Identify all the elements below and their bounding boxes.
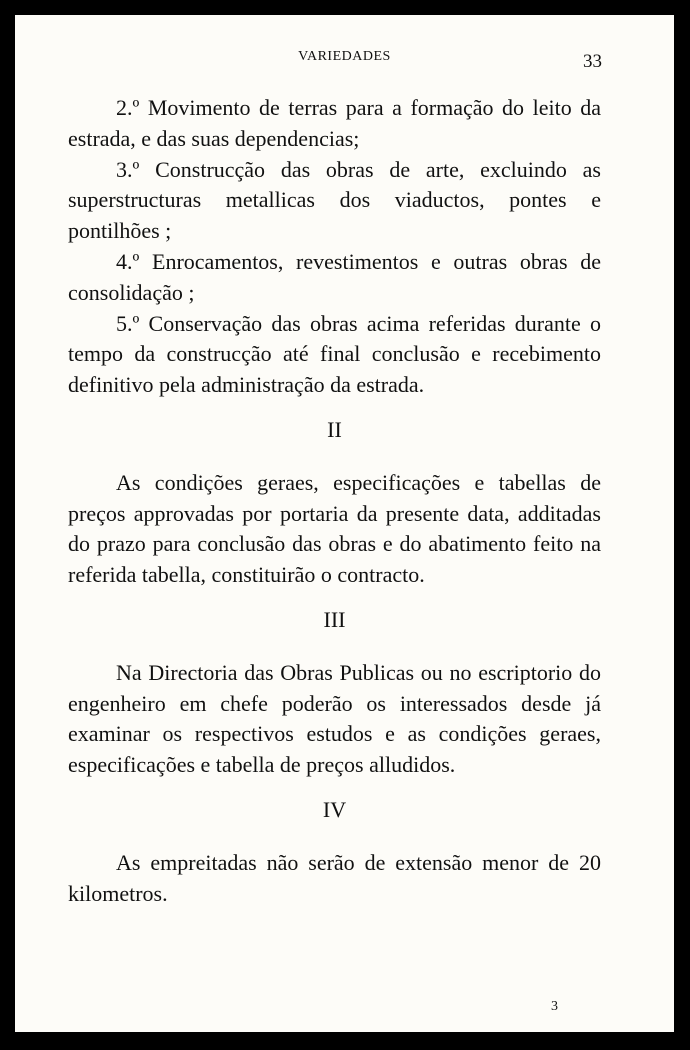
running-head: VARIEDADES	[298, 49, 391, 64]
body-text	[68, 93, 601, 909]
page-header	[15, 49, 674, 79]
section-paragraph: As empreitadas não serão de extensão menor de 20 kilometros.	[68, 849, 601, 906]
list-item: 4.º Enrocamentos, revestimentos e outras obras de consolidação ;	[68, 248, 601, 305]
list-item: 2.º Movimento de terras para a formação do leito da estrada, e das suas dependencias;	[68, 95, 601, 151]
section-heading: IV	[322, 796, 347, 822]
list-item: 5.º Conservação das obras acima referidas durante o tempo da construcção até final conclusão e recebimento definitivo pela administração da estrada.	[68, 310, 601, 398]
signature-mark: 3	[551, 999, 558, 1014]
section-paragraph: As condições geraes, especificações e tabellas de preços approvadas por portaria da presente data, additadas do prazo para conclusão das obras e do abatimento feito na referida tabella, constituirão o contracto.	[68, 469, 601, 588]
section-heading: II	[327, 416, 342, 442]
list-item: 3.º Construcção das obras de arte, excluindo as superstructuras metallicas dos viaductos, pontes e pontilhões ;	[68, 156, 601, 244]
section-heading: III	[323, 606, 346, 632]
section-paragraph: Na Directoria das Obras Publicas ou no escriptorio do engenheiro em chefe poderão os interessados desde já examinar os respectivos estudos e as condições geraes, especificações e tabella de preços alludidos.	[68, 659, 601, 778]
document-page	[15, 15, 674, 1032]
page-number: 33	[583, 51, 602, 72]
